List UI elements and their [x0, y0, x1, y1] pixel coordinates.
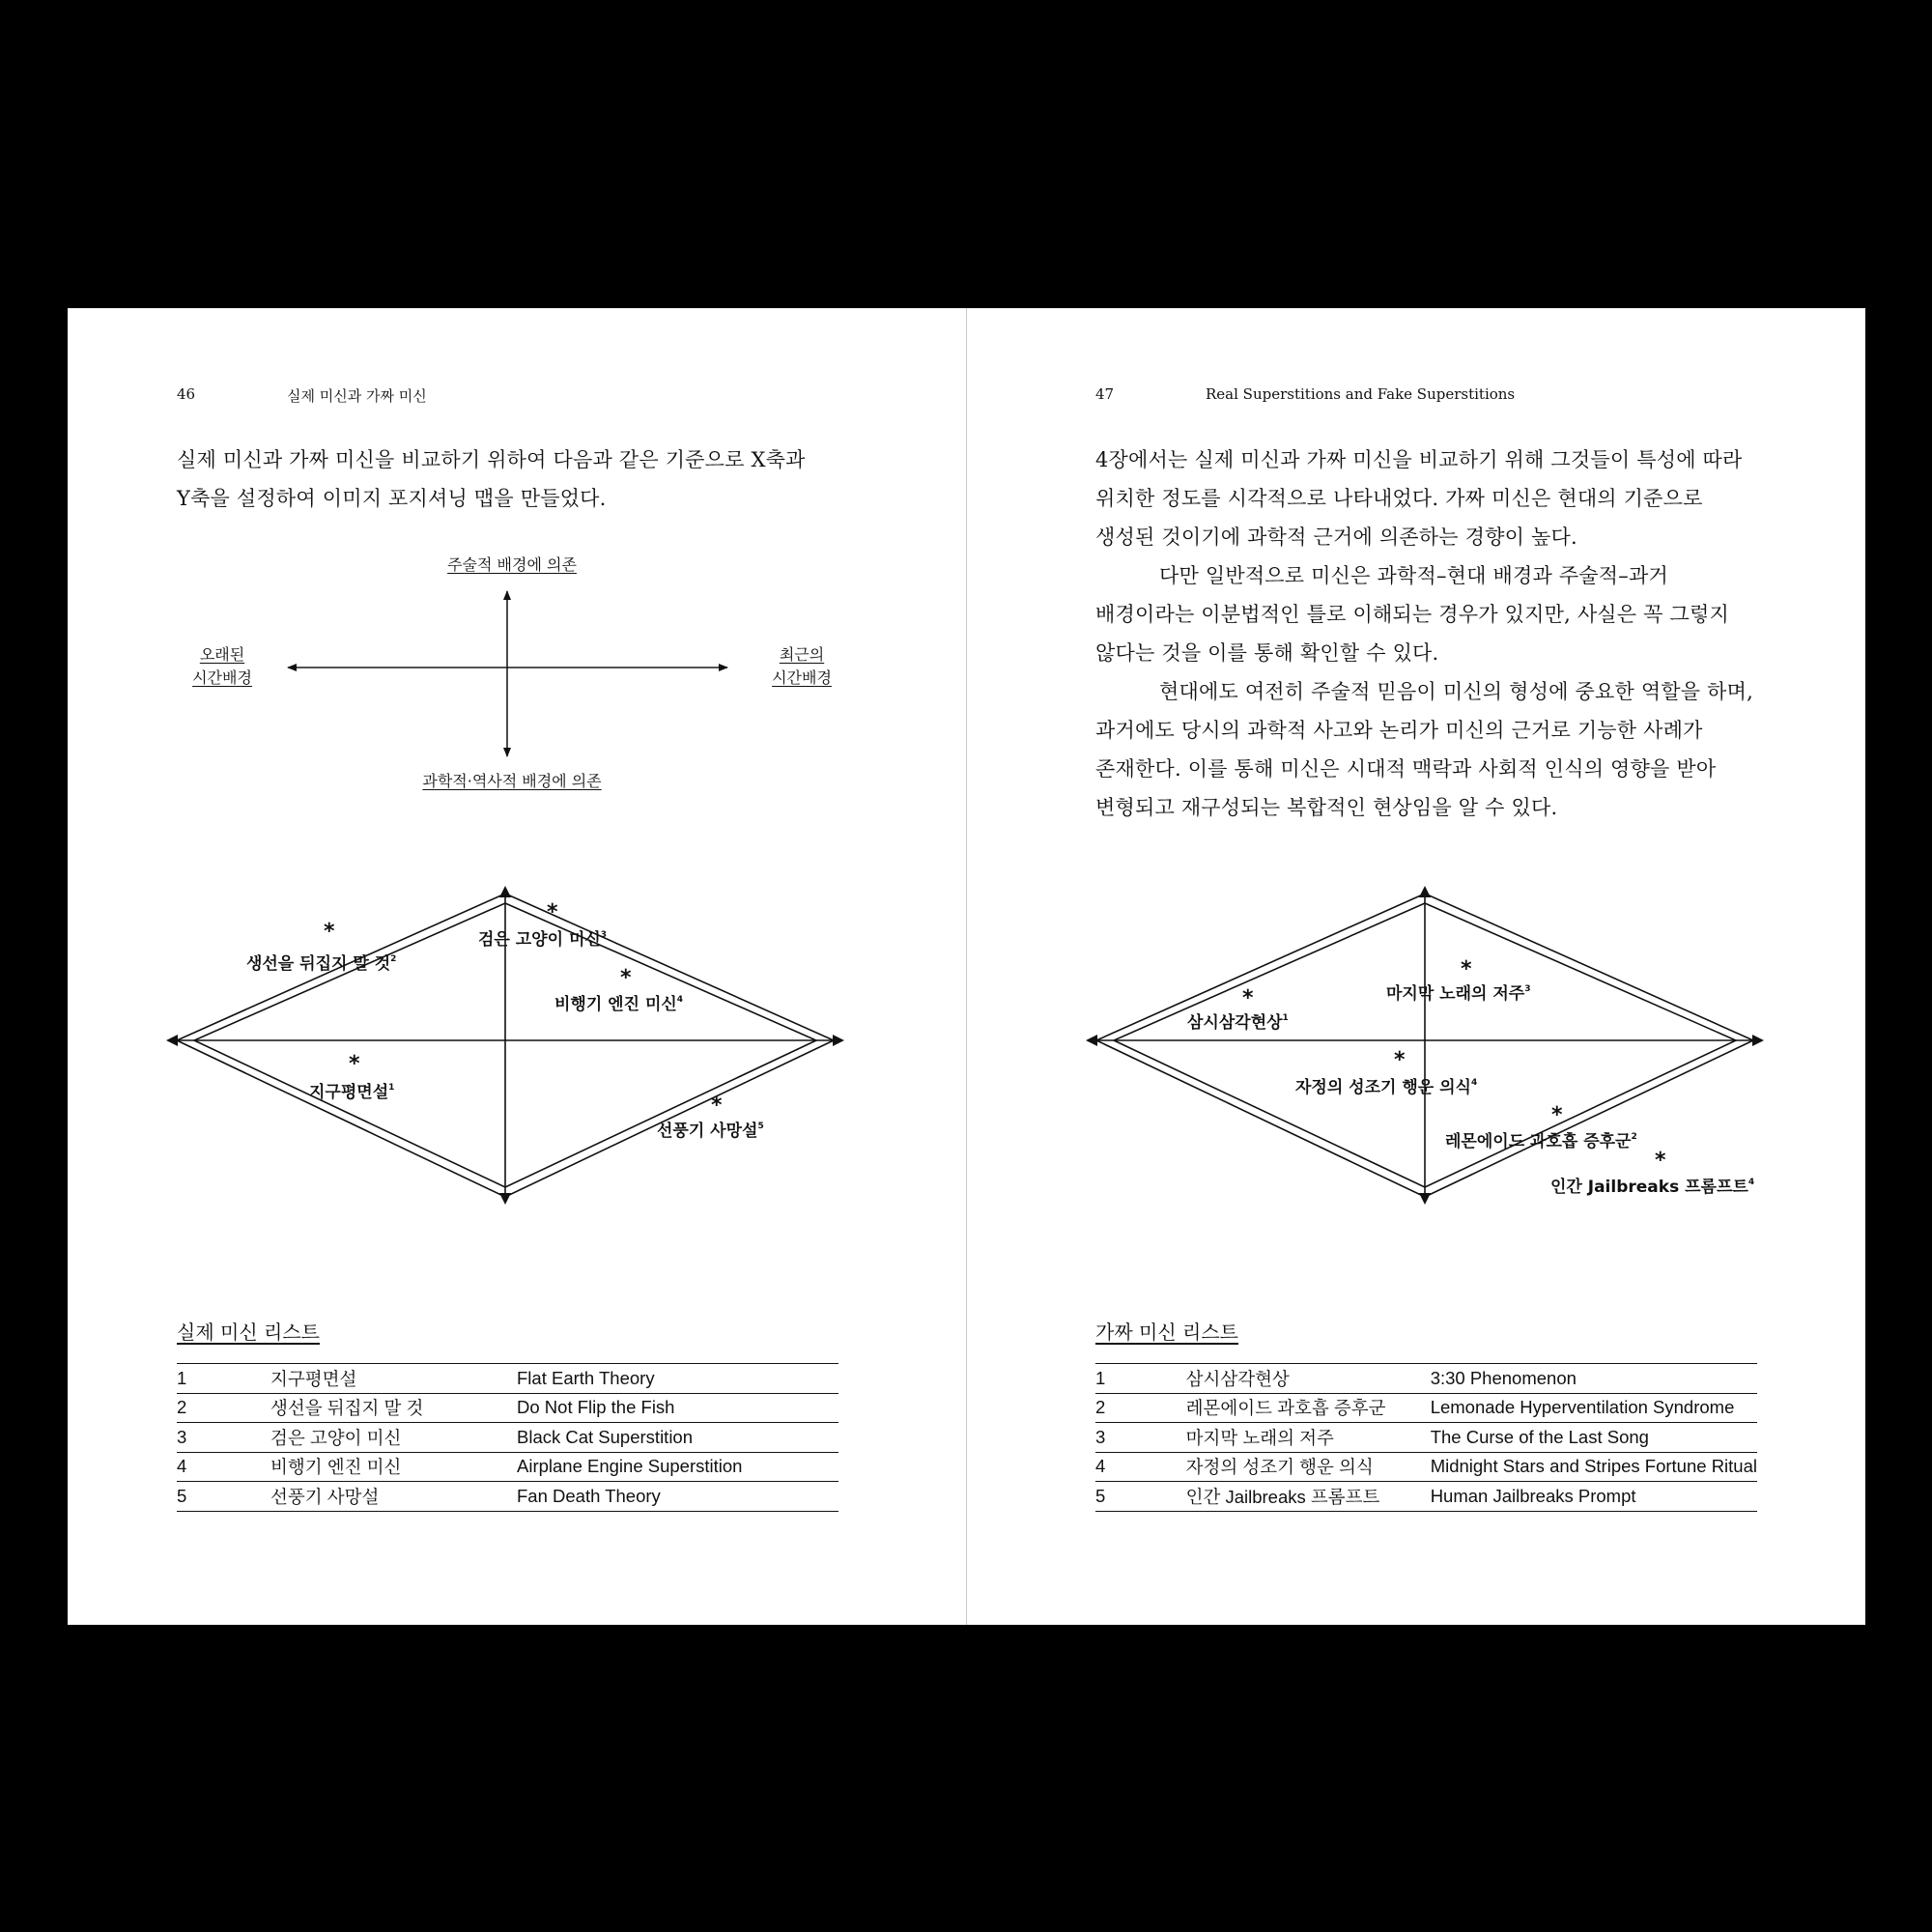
page-number: 46 [177, 385, 196, 403]
star-marker: * [1461, 957, 1472, 981]
body-line: 변형되고 재구성되는 복합적인 현상임을 알 수 있다. [1095, 796, 1558, 819]
row-english: Fan Death Theory [517, 1482, 838, 1512]
star-marker: * [349, 1052, 360, 1076]
star-marker: * [1242, 986, 1254, 1010]
row-number: 4 [1095, 1452, 1186, 1482]
table-row [1095, 1482, 1757, 1512]
table-row [177, 1452, 838, 1482]
row-english: Black Cat Superstition [517, 1423, 838, 1453]
row-number: 1 [177, 1364, 270, 1394]
map-arrow-right [833, 1035, 844, 1046]
star-marker: * [324, 920, 335, 944]
row-korean: 지구평면설 [270, 1364, 517, 1394]
real-superstition-list [177, 1363, 838, 1512]
body-line: 과거에도 당시의 과학적 사고와 논리가 미신의 근거로 기능한 사례가 [1095, 719, 1703, 742]
row-english: Flat Earth Theory [517, 1364, 838, 1394]
map-arrow-up [1419, 886, 1431, 897]
table-row [177, 1482, 838, 1512]
row-number: 2 [177, 1393, 270, 1423]
list-title-real: 실제 미신 리스트 [177, 1321, 320, 1344]
body-line: 생성된 것이기에 과학적 근거에 의존하는 경향이 높다. [1095, 526, 1577, 549]
star-marker: * [1551, 1103, 1563, 1127]
map-item-label: 마지막 노래의 저주$^3$ [1386, 984, 1531, 1004]
axis-cross-diagram [68, 308, 966, 791]
map-item-label: 레몬에이드 과호흡 증후군$^2$ [1445, 1132, 1637, 1151]
star-marker: * [547, 900, 558, 924]
body-line: 위치한 정도를 시각적으로 나타내었다. 가짜 미신은 현대의 기준으로 [1095, 487, 1703, 510]
body-line: 현대에도 여전히 주술적 믿음이 미신의 형성에 중요한 역할을 하며, [1159, 680, 1753, 703]
table-row [1095, 1423, 1757, 1453]
row-korean: 마지막 노래의 저주 [1186, 1423, 1431, 1453]
positioning-map-fake [967, 868, 1865, 1274]
row-number: 3 [1095, 1423, 1186, 1453]
body-line: 4장에서는 실제 미신과 가짜 미신을 비교하기 위해 그것들이 특성에 따라 [1095, 448, 1743, 471]
map-arrow-down [499, 1193, 511, 1205]
row-english: The Curse of the Last Song [1431, 1423, 1757, 1453]
axis-label-left-line2: 시간배경 [192, 668, 252, 687]
body-line: 존재한다. 이를 통해 미신은 시대적 맥락과 사회적 인식의 영향을 받아 [1095, 757, 1717, 781]
row-number: 5 [1095, 1482, 1186, 1512]
axis-label-right-line1: 최근의 [779, 645, 825, 664]
row-korean: 레몬에이드 과호흡 증후군 [1186, 1393, 1431, 1423]
body-line: 배경이라는 이분법적인 틀로 이해되는 경우가 있지만, 사실은 꼭 그렇지 [1095, 603, 1729, 626]
positioning-map-real [68, 868, 966, 1264]
map-item-label: 자정의 성조기 행운 의식$^4$ [1295, 1078, 1478, 1097]
table-row [1095, 1364, 1757, 1394]
table-row [1095, 1452, 1757, 1482]
star-marker: * [711, 1094, 723, 1118]
axis-label-left-line1: 오래된 [199, 645, 245, 664]
row-korean: 비행기 엔진 미신 [270, 1452, 517, 1482]
page-number: 47 [1095, 385, 1115, 403]
intro-line: 실제 미신과 가짜 미신을 비교하기 위하여 다음과 같은 기준으로 X축과 [177, 448, 806, 471]
row-number: 1 [1095, 1364, 1186, 1394]
table-row [177, 1364, 838, 1394]
intro-line: Y축을 설정하여 이미지 포지셔닝 맵을 만들었다. [177, 487, 607, 510]
row-number: 4 [177, 1452, 270, 1482]
star-marker: * [1394, 1048, 1406, 1072]
row-korean: 삼시삼각현상 [1186, 1364, 1431, 1394]
fake-superstition-list [1095, 1363, 1757, 1512]
table-row [177, 1393, 838, 1423]
map-item-label: 생선을 뒤집지 말 것$^2$ [246, 954, 397, 974]
row-number: 3 [177, 1423, 270, 1453]
row-korean: 생선을 뒤집지 말 것 [270, 1393, 517, 1423]
map-item-label: 선풍기 사망설$^5$ [657, 1122, 764, 1141]
row-english: 3:30 Phenomenon [1431, 1364, 1757, 1394]
list-title-fake: 가짜 미신 리스트 [1095, 1321, 1238, 1344]
body-paragraphs [1095, 440, 1830, 827]
map-item-label: 인간 Jailbreaks 프롬프트$^4$ [1550, 1178, 1755, 1197]
axis-label-top: 주술적 배경에 의존 [447, 555, 577, 574]
map-item-label: 비행기 엔진 미신$^4$ [554, 995, 684, 1014]
star-marker: * [620, 966, 632, 990]
axis-label-bottom: 과학적·역사적 배경에 의존 [422, 772, 602, 790]
row-english: Airplane Engine Superstition [517, 1452, 838, 1482]
running-title: 실제 미신과 가짜 미신 [287, 387, 427, 405]
row-english: Midnight Stars and Stripes Fortune Ritual [1431, 1452, 1757, 1482]
row-korean: 검은 고양이 미신 [270, 1423, 517, 1453]
row-number: 2 [1095, 1393, 1186, 1423]
map-arrow-up [499, 886, 511, 897]
map-arrow-left [166, 1035, 178, 1046]
row-korean: 인간 Jailbreaks 프롬프트 [1186, 1482, 1431, 1512]
table-row [177, 1423, 838, 1453]
map-arrow-right [1752, 1035, 1764, 1046]
table-row [1095, 1393, 1757, 1423]
row-korean: 선풍기 사망설 [270, 1482, 517, 1512]
map-item-label: 삼시삼각현상$^1$ [1187, 1013, 1289, 1033]
body-line: 않다는 것을 이를 통해 확인할 수 있다. [1095, 641, 1439, 665]
map-item-label: 검은 고양이 미신$^3$ [478, 930, 608, 950]
row-korean: 자정의 성조기 행운 의식 [1186, 1452, 1431, 1482]
star-marker: * [1655, 1149, 1666, 1173]
body-line: 다만 일반적으로 미신은 과학적–현대 배경과 주술적–과거 [1159, 564, 1668, 587]
map-item-label: 지구평면설$^1$ [309, 1083, 395, 1102]
left-page [68, 308, 966, 1625]
row-number: 5 [177, 1482, 270, 1512]
running-title: Real Superstitions and Fake Superstitions [1206, 385, 1516, 403]
right-page [967, 308, 1865, 1625]
map-arrow-down [1419, 1193, 1431, 1205]
map-arrow-left [1086, 1035, 1097, 1046]
row-english: Lemonade Hyperventilation Syndrome [1431, 1393, 1757, 1423]
row-english: Do Not Flip the Fish [517, 1393, 838, 1423]
row-english: Human Jailbreaks Prompt [1431, 1482, 1757, 1512]
axis-label-right-line2: 시간배경 [772, 668, 832, 687]
